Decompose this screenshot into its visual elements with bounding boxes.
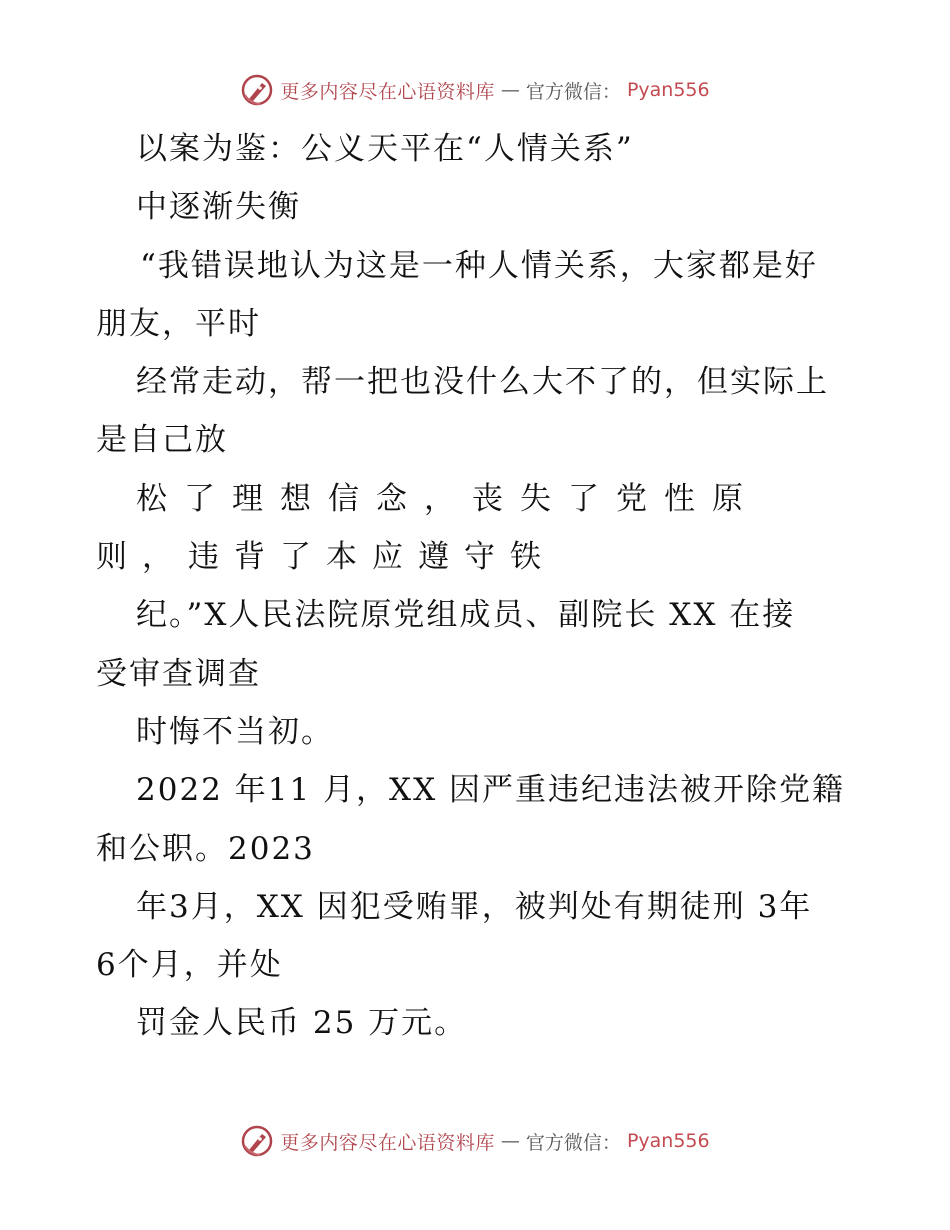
banner-wechat-label: 官方微信： <box>525 80 621 103</box>
doc-line: 和公职。2023 <box>96 830 315 867</box>
header-banner <box>0 70 950 110</box>
doc-line: 年3月，XX 因犯受贿罪，被判处有期徒刑 3年 <box>136 888 813 925</box>
pen-nib-logo-icon <box>240 73 274 107</box>
doc-line: 松了理想信念，丧失了党性原 <box>136 480 760 517</box>
doc-line: 朋友，平时 <box>96 305 261 342</box>
footer-banner <box>0 1121 950 1161</box>
doc-line-title-1: 以案为鉴：公义天平在“人情关系” <box>136 131 634 167</box>
banner-title: 更多内容尽在心语资料库 <box>280 1131 495 1154</box>
banner-dash: — <box>500 1130 520 1152</box>
banner-wechat-label: 官方微信： <box>525 1131 621 1154</box>
doc-line: 则，违背了本应遵守铁 <box>96 539 556 576</box>
doc-line: “我错误地认为这是一种人情关系，大家都是好 <box>140 247 818 284</box>
doc-line-title-2: 中逐渐失衡 <box>136 189 301 226</box>
pen-nib-logo-icon <box>240 1124 274 1158</box>
doc-line: 是自己放 <box>96 422 228 459</box>
doc-line: 纪。”X人民法院原党组成员、副院长 XX 在接 <box>136 597 796 634</box>
banner-wechat-id: Pyan556 <box>626 79 710 101</box>
doc-line: 罚金人民币 25 万元。 <box>136 1005 468 1042</box>
banner-title: 更多内容尽在心语资料库 <box>280 80 495 103</box>
doc-line: 经常走动，帮一把也没什么大不了的，但实际上 <box>136 364 829 401</box>
doc-line: 2022 年11 月，XX 因严重违纪违法被开除党籍 <box>136 772 846 809</box>
doc-line: 受审查调查 <box>96 655 261 692</box>
banner-wechat-id: Pyan556 <box>626 1130 710 1152</box>
doc-line: 6个月，并处 <box>96 947 283 984</box>
document-body <box>96 120 866 1053</box>
doc-line: 时悔不当初。 <box>136 713 334 750</box>
banner-dash: — <box>500 79 520 101</box>
